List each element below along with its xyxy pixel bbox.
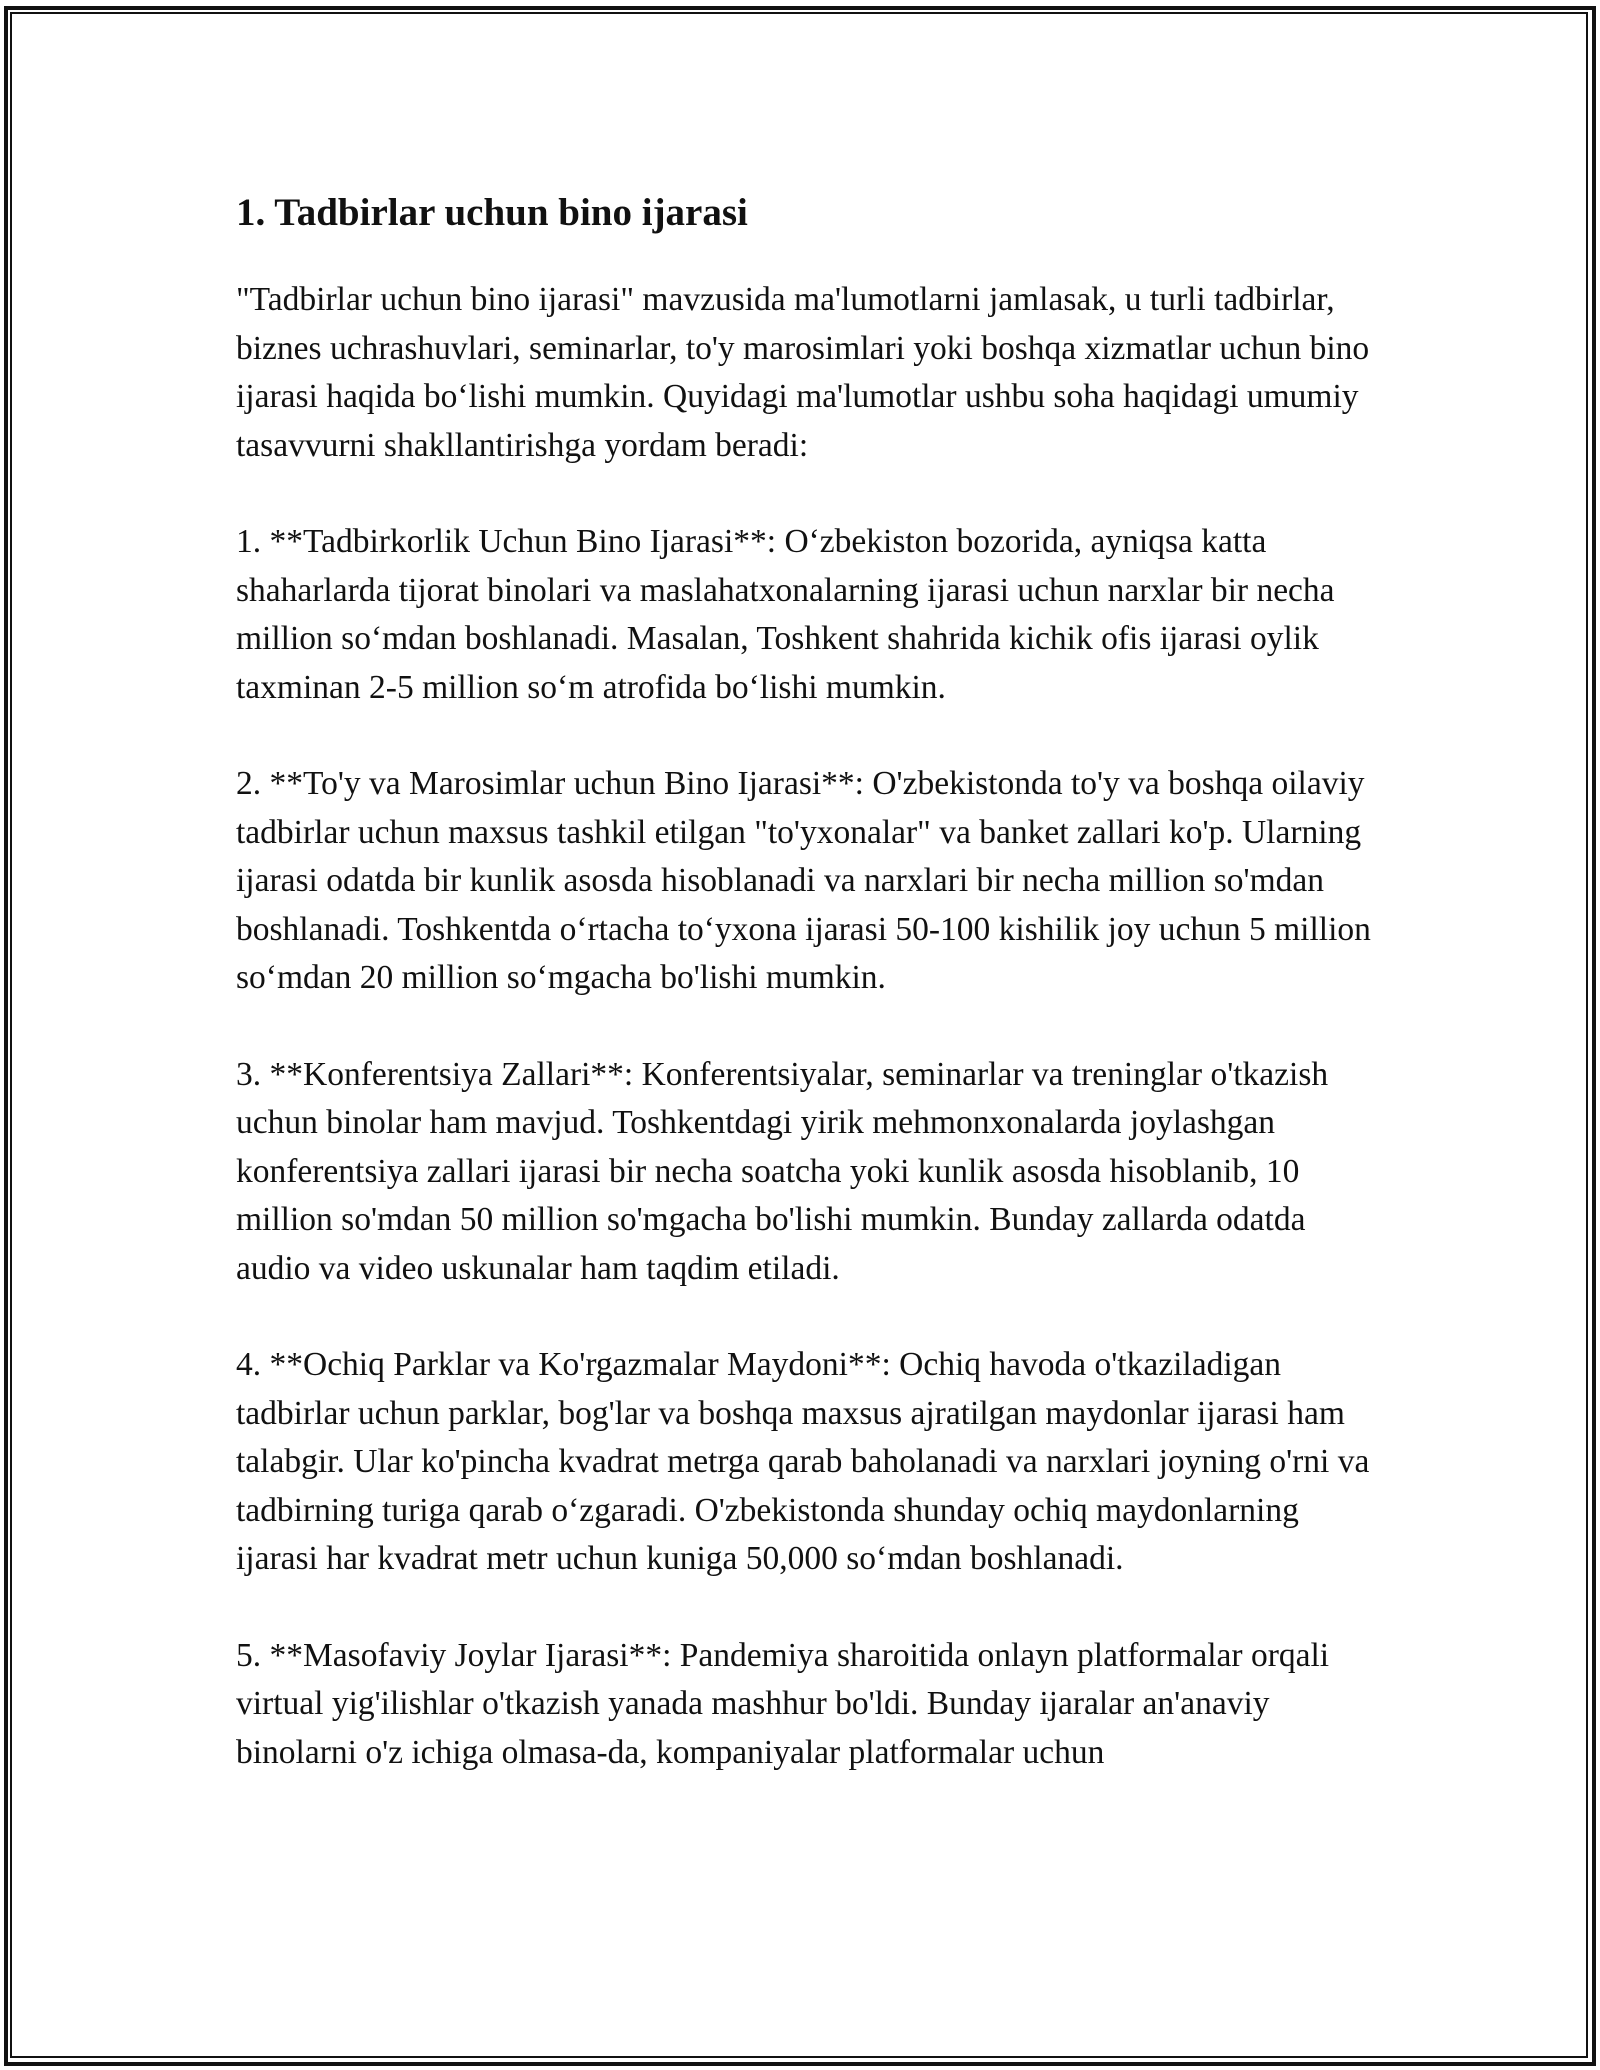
- paragraph-remote-venues: 5. **Masofaviy Joylar Ijarasi**: Pandemiya sharoitida onlayn platformalar orqali virtual yig'ilishlar o'tkazish yanada mashhur bo'ldi. Bunday ijaralar an'anaviy binolarni o'z ichiga olmasa-da, kompaniyalar platformalar uchun: [236, 1636, 1330, 1771]
- paragraph-open-parks: 4. **Ochiq Parklar va Ko'rgazmalar Maydoni**: Ochiq havoda o'tkaziladigan tadbirlar uchun parklar, bog'lar va boshqa maxsus ajratilgan maydonlar ijarasi ham talabgir. Ular ko'pincha kvadrat metrga qarab baholanadi va narxlari joyning o'rni va tadbirning turiga qarab o‘zgaradi. O'zbekistonda shunday ochiq maydonlarning ijarasi har kvadrat metr uchun kuniga 50,000 so‘mdan boshlanadi.: [236, 1346, 1370, 1577]
- paragraph-business-rental: 1. **Tadbirkorlik Uchun Bino Ijarasi**: O‘zbekiston bozorida, ayniqsa katta shaharlarda tijorat binolari va maslahatxonalarning ijarasi uchun narxlar bir necha million so‘mdan boshlanadi. Masalan, Toshkent shahrida kichik ofis ijarasi oylik taxminan 2-5 million so‘m atrofida bo‘lishi mumkin.: [236, 523, 1335, 706]
- document-heading: 1. Tadbirlar uchun bino ijarasi: [236, 191, 748, 234]
- paragraph-wedding-rental: 2. **To'y va Marosimlar uchun Bino Ijarasi**: O'zbekistonda to'y va boshqa oilaviy tadbirlar uchun maxsus tashkil etilgan "to'yxonalar" va banket zallari ko'p. Ularning ijarasi odatda bir kunlik asosda hisoblanadi va narxlari bir necha million so'mdan boshlanadi. Toshkentda o‘rtacha to‘yxona ijarasi 50-100 kishilik joy uchun 5 million so‘mdan 20 million so‘mgacha bo'lishi mumkin.: [236, 765, 1371, 996]
- paragraph-conference-halls: 3. **Konferentsiya Zallari**: Konferentsiyalar, seminarlar va treninglar o'tkazish uchun binolar ham mavjud. Toshkentdagi yirik mehmonxonalarda joylashgan konferentsiya zallari ijarasi bir necha soatcha yoki kunlik asosda hisoblanib, 10 million so'mdan 50 million so'mgacha bo'lishi mumkin. Bunday zallarda odatda audio va video uskunalar ham taqdim etiladi.: [236, 1055, 1329, 1287]
- intro-paragraph: "Tadbirlar uchun bino ijarasi" mavzusida ma'lumotlarni jamlasak, u turli tadbirlar, biznes uchrashuvlari, seminarlar, to'y marosimlari yoki boshqa xizmatlar uchun bino ijarasi haqida bo‘lishi mumkin. Quyidagi ma'lumotlar ushbu soha haqidagi umumiy tasavvurni shakllantirishga yordam beradi:: [236, 281, 1370, 464]
- document-body: [236, 186, 1386, 1825]
